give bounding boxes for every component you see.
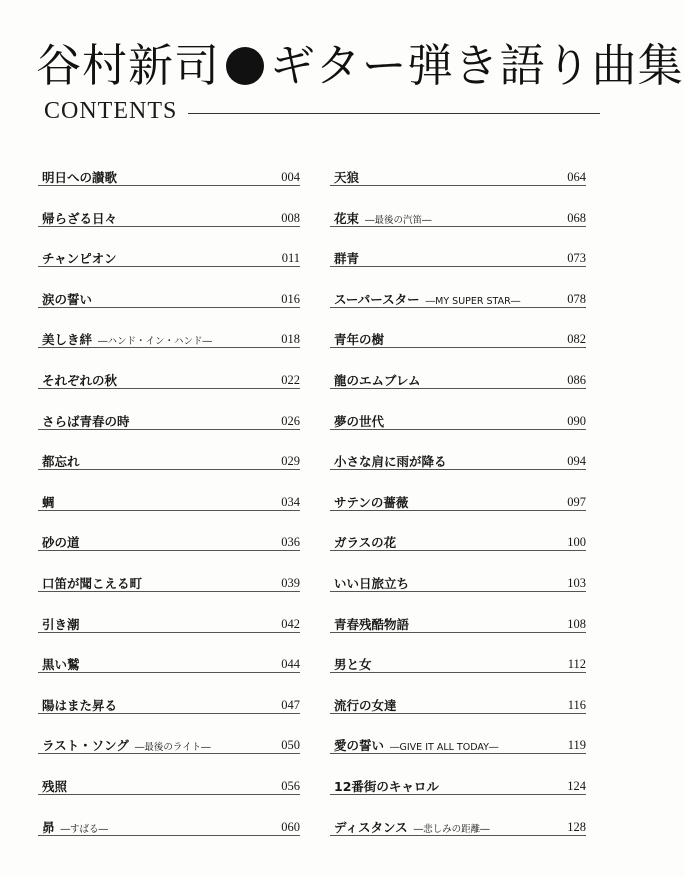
toc-entry[interactable]	[330, 322, 586, 363]
page-number: 108	[567, 616, 586, 631]
song-title-main: 帰らざる日々	[42, 210, 118, 226]
song-title-main: ディスタンス	[334, 819, 408, 835]
song-title	[334, 412, 586, 430]
song-title-main: 引き潮	[42, 616, 80, 632]
toc-entry[interactable]	[330, 241, 586, 282]
entry-underline	[330, 713, 586, 714]
song-title-main: 愛の誓い	[334, 738, 385, 754]
toc-entry[interactable]	[38, 810, 300, 851]
toc-entry[interactable]	[330, 363, 586, 404]
song-title	[42, 249, 300, 267]
page-number: 018	[281, 332, 300, 347]
entry-underline	[330, 794, 586, 795]
song-title	[42, 655, 300, 673]
page-number: 119	[567, 738, 586, 753]
song-title	[42, 290, 300, 308]
toc-column-left	[38, 160, 300, 850]
song-title	[42, 615, 300, 633]
song-title-main: スーパースター	[334, 291, 420, 307]
toc-entry[interactable]	[330, 566, 586, 607]
toc-entry[interactable]	[330, 810, 586, 851]
entry-underline	[38, 632, 300, 633]
song-title	[334, 249, 586, 267]
toc-entry[interactable]	[38, 282, 300, 323]
page-number: 082	[567, 332, 586, 347]
toc-entry[interactable]	[38, 647, 300, 688]
song-title	[334, 574, 586, 592]
song-title-main: ガラスの花	[334, 535, 397, 551]
entry-underline	[38, 347, 300, 348]
toc-entry[interactable]	[38, 769, 300, 810]
song-title-main: 都忘れ	[42, 454, 80, 470]
page-number: 056	[281, 778, 300, 793]
entry-underline	[330, 429, 586, 430]
entry-underline	[330, 347, 586, 348]
page-number: 112	[567, 657, 586, 672]
song-title-main: 美しき絆	[42, 332, 93, 348]
song-title-main: ラスト・ソング	[42, 738, 129, 754]
song-subtitle: ―すばる―	[60, 823, 109, 835]
page-number: 060	[281, 819, 300, 834]
song-title-main: 黒い鷲	[42, 657, 80, 673]
page-number: 100	[567, 535, 586, 550]
toc-entry[interactable]	[330, 728, 586, 769]
entry-underline	[38, 226, 300, 227]
song-title	[334, 736, 586, 754]
toc-entry[interactable]	[38, 566, 300, 607]
entry-underline	[38, 388, 300, 389]
toc-entry[interactable]	[330, 485, 586, 526]
page-number: 097	[567, 494, 586, 509]
song-title	[42, 493, 300, 511]
toc-entry[interactable]	[330, 525, 586, 566]
entry-underline	[38, 713, 300, 714]
song-title	[334, 533, 586, 551]
toc-entry[interactable]	[38, 485, 300, 526]
song-title	[42, 330, 300, 348]
song-subtitle: ―ハンド・イン・ハンド―	[98, 336, 213, 348]
page-number: 094	[567, 454, 586, 469]
song-title-main: 口笛が聞こえる町	[42, 575, 143, 591]
song-subtitle: ―GIVE IT ALL TODAY―	[390, 742, 499, 754]
page-number: 039	[281, 575, 300, 590]
toc-entry[interactable]	[330, 160, 586, 201]
contents-heading: CONTENTS	[44, 98, 178, 124]
song-subtitle: ―MY SUPER STAR―	[425, 295, 521, 307]
song-title-main: 流行の女達	[334, 697, 397, 713]
contents-rule	[188, 113, 600, 114]
entry-underline	[330, 632, 586, 633]
page-number: 103	[567, 575, 586, 590]
song-title	[42, 412, 300, 430]
page-number: 044	[281, 657, 300, 672]
page-number: 086	[567, 372, 586, 387]
toc-entry[interactable]	[330, 282, 586, 323]
page-number: 124	[567, 778, 586, 793]
entry-underline	[330, 388, 586, 389]
song-title	[334, 493, 586, 511]
entry-underline	[38, 753, 300, 754]
song-title	[334, 209, 586, 227]
song-subtitle: ―最後のライト―	[134, 742, 211, 754]
song-title-main: さらば青春の時	[42, 413, 130, 429]
entry-underline	[330, 591, 586, 592]
entry-underline	[38, 550, 300, 551]
entry-underline	[330, 835, 586, 836]
song-title	[334, 290, 586, 308]
entry-underline	[330, 753, 586, 754]
song-title	[42, 574, 300, 592]
entry-underline	[38, 469, 300, 470]
song-title-main: 夢の世代	[334, 413, 385, 429]
song-title	[42, 452, 300, 470]
toc-entry[interactable]	[330, 769, 586, 810]
song-title	[334, 655, 586, 673]
song-title-main: 残照	[42, 778, 68, 794]
entry-underline	[38, 510, 300, 511]
entry-underline	[330, 469, 586, 470]
song-title	[42, 696, 300, 714]
page-number: 004	[281, 170, 300, 184]
bullet-dot-icon	[226, 47, 264, 85]
song-title	[334, 696, 586, 714]
song-title	[42, 371, 300, 389]
toc-entry[interactable]	[330, 201, 586, 242]
toc-entry[interactable]	[38, 322, 300, 363]
toc-entry[interactable]	[38, 241, 300, 282]
page-number: 036	[281, 535, 300, 550]
toc-entry[interactable]	[38, 728, 300, 769]
song-title	[42, 736, 300, 754]
toc-entry[interactable]	[38, 688, 300, 729]
entry-underline	[38, 429, 300, 430]
entry-underline	[330, 510, 586, 511]
toc-entry[interactable]	[330, 647, 586, 688]
entry-underline	[38, 591, 300, 592]
song-title	[334, 818, 586, 836]
page-number: 078	[567, 291, 586, 306]
page-number: 016	[281, 291, 300, 306]
song-title-main: 明日への讃歌	[42, 170, 118, 185]
page-title	[36, 38, 684, 94]
page-number: 050	[281, 738, 300, 753]
toc-entry[interactable]	[330, 404, 586, 445]
song-title-main: 龍のエムブレム	[334, 372, 421, 388]
song-title-main: チャンピオン	[42, 251, 117, 267]
song-title-main: 12番街のキャロル	[334, 778, 439, 794]
toc-entry[interactable]	[330, 607, 586, 648]
song-title	[334, 777, 586, 795]
entry-underline	[38, 185, 300, 186]
song-title-main: 陽はまた昇る	[42, 697, 118, 713]
song-subtitle: ―悲しみの距離―	[413, 823, 490, 835]
page-number: 042	[281, 616, 300, 631]
song-title	[42, 533, 300, 551]
page-number: 116	[567, 697, 586, 712]
song-title-main: 小さな肩に雨が降る	[334, 454, 447, 470]
song-title-main: 砂の道	[42, 535, 80, 551]
page-number: 034	[281, 494, 300, 509]
song-title-main: いい日旅立ち	[334, 575, 410, 591]
song-title-main: 蜩	[42, 494, 55, 510]
song-title-main: 青春残酷物語	[334, 616, 410, 632]
entry-underline	[38, 266, 300, 267]
entry-underline	[38, 794, 300, 795]
toc-entry[interactable]	[38, 160, 300, 201]
song-title	[42, 168, 300, 186]
toc-entry[interactable]	[38, 404, 300, 445]
toc-entry[interactable]	[38, 525, 300, 566]
entry-underline	[330, 226, 586, 227]
entry-underline	[330, 266, 586, 267]
entry-underline	[330, 185, 586, 186]
entry-underline	[330, 307, 586, 308]
song-title	[334, 330, 586, 348]
entry-underline	[330, 672, 586, 673]
song-title-main: 天狼	[334, 170, 360, 185]
page-number: 022	[281, 372, 300, 387]
page-number: 068	[567, 210, 586, 225]
song-title	[334, 371, 586, 389]
entry-underline	[38, 835, 300, 836]
toc-entry[interactable]	[38, 607, 300, 648]
song-title-main: サテンの薔薇	[334, 494, 409, 510]
song-title	[42, 777, 300, 795]
song-title-main: 昴	[42, 819, 55, 835]
page-number: 064	[567, 170, 586, 184]
toc-entry[interactable]	[38, 201, 300, 242]
song-title-main: 青年の樹	[334, 332, 385, 348]
toc-entry[interactable]	[38, 363, 300, 404]
song-title	[42, 818, 300, 836]
toc-column-right	[330, 160, 586, 850]
page-number: 026	[281, 413, 300, 428]
title-artist: 谷村新司	[36, 39, 221, 92]
page-number: 128	[567, 819, 586, 834]
song-title-main: 涙の誓い	[42, 291, 93, 307]
page-number: 029	[281, 454, 300, 469]
entry-underline	[330, 550, 586, 551]
song-subtitle: ―最後の汽笛―	[365, 214, 432, 226]
toc-entry[interactable]	[330, 444, 586, 485]
song-title	[334, 615, 586, 633]
song-title	[42, 209, 300, 227]
toc-entry[interactable]	[38, 444, 300, 485]
page-number: 090	[567, 413, 586, 428]
song-title	[334, 168, 586, 186]
page-number: 047	[281, 697, 300, 712]
song-title-main: それぞれの秋	[42, 372, 118, 388]
entry-underline	[38, 672, 300, 673]
song-title-main: 群青	[334, 251, 360, 267]
song-title	[334, 452, 586, 470]
song-title-main: 男と女	[334, 657, 372, 673]
page-number: 008	[281, 210, 300, 225]
song-title-main: 花束	[334, 210, 360, 226]
page-number: 011	[281, 251, 300, 266]
page-number: 073	[567, 251, 586, 266]
title-book: ギター弾き語り曲集	[270, 39, 684, 92]
entry-underline	[38, 307, 300, 308]
toc-entry[interactable]	[330, 688, 586, 729]
